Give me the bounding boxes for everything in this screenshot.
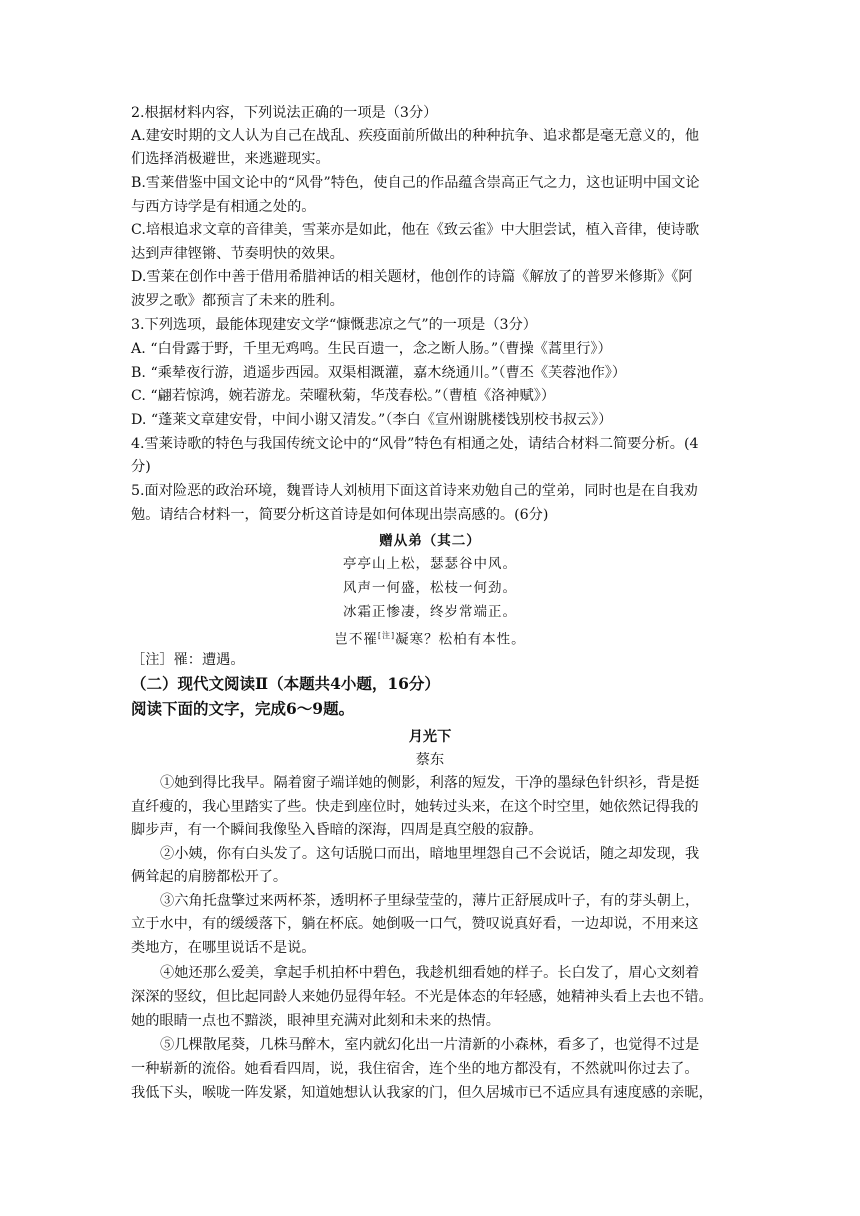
question-5-line1: 5.面对险恶的政治环境，魏晋诗人刘桢用下面这首诗来劝勉自己的堂弟，同时也是在自我劝 bbox=[131, 483, 698, 499]
paragraph-5-line1: ⑤几棵散尾葵，几株马醉木，室内就幻化出一片清新的小森林，看多了，也觉得不过是 bbox=[160, 1037, 700, 1053]
paragraph-2-line1: ②小姨，你有白头发了。这句话脱口而出，暗地里埋怨自己不会说话，随之却发现，我 bbox=[160, 846, 700, 862]
q3-option-a: A. “白骨露于野，千里无鸡鸣。生民百遗一，念之断人肠。”（曹操《蒿里行》） bbox=[131, 341, 612, 357]
paragraph-1-line2: 直纤瘦的，我心里踏实了些。快走到座位时，她转过头来，在这个时空里，她依然记得我的 bbox=[131, 799, 699, 815]
question-5-line2: 勉。请结合材料一，简要分析这首诗是如何体现出崇高感的。(6分) bbox=[131, 507, 549, 523]
paragraph-3-line3: 类地方，在哪里说话不是说。 bbox=[131, 940, 316, 956]
article-author: 蔡东 bbox=[415, 752, 445, 768]
q2-option-d-line1: D.雪莱在创作中善于借用希腊神话的相关题材，他创作的诗篇《解放了的普罗米修斯》《阿 bbox=[131, 269, 693, 285]
q2-option-d-line2: 波罗之歌》都预言了未来的胜利。 bbox=[131, 293, 344, 309]
q2-option-a-line2: 们选择消极避世，来逃避现实。 bbox=[131, 151, 330, 167]
paragraph-3-line1: ③六角托盘擎过来两杯茶，透明杯子里绿莹莹的，薄片正舒展成叶子，有的芽头朝上， bbox=[160, 893, 700, 909]
paragraph-1-line1: ①她到得比我早。隔着窗子端详她的侧影，利落的短发，干净的墨绿色针织衫，背是挺 bbox=[160, 775, 700, 791]
q2-option-a-line1: A.建安时期的文人认为自己在战乱、疾疫面前所做出的种种抗争、追求都是毫无意义的，他 bbox=[131, 128, 700, 144]
paragraph-5-line2: 一种崭新的流俗。她看看四周，说，我住宿舍，连个坐的地方都没有，不然就叫你过去了。 bbox=[131, 1061, 699, 1077]
paragraph-4-line1: ④她还那么爱美，拿起手机拍杯中碧色，我趁机细看她的样子。长白发了，眉心文刻着 bbox=[160, 965, 700, 981]
paragraph-4-line2: 深深的竖纹，但比起同龄人来她仍显得年轻。不光是体态的年轻感，她精神头看上去也不错。 bbox=[131, 989, 713, 1005]
question-2-stem: 2.根据材料内容，下列说法正确的一项是（3分） bbox=[131, 105, 438, 121]
section-heading: （二）现代文阅读Ⅱ（本题共4小题，16分） bbox=[131, 674, 440, 693]
q2-option-b-line2: 与西方诗学是有相通之处的。 bbox=[131, 199, 316, 215]
section-instruction: 阅读下面的文字，完成6～9题。 bbox=[131, 699, 355, 718]
q3-option-c: C. “翩若惊鸿，婉若游龙。荣曜秋菊，华茂春松。”（曹植《洛神赋》） bbox=[131, 388, 556, 404]
poem-title: 赠从弟（其二） bbox=[379, 533, 481, 549]
poem-line-1: 亭亭山上松，瑟瑟谷中风。 bbox=[343, 556, 517, 572]
q3-option-d: D. “蓬莱文章建安骨，中间小谢又清发。”（李白《宣州谢朓楼饯别校书叔云》） bbox=[131, 412, 613, 428]
paragraph-4-line3: 她的眼睛一点也不黯淡，眼神里充满对此刻和未来的热情。 bbox=[131, 1013, 500, 1029]
poem-line-4: 岂不罹[注]凝寒？松柏有本性。 bbox=[334, 631, 526, 648]
q3-option-b: B. “乘辇夜行游，逍遥步西园。双渠相溉灌，嘉木绕通川。”（曹丕《芙蓉池作》） bbox=[131, 365, 627, 381]
question-3-stem: 3.下列选项，最能体现建安文学“慷慨悲凉之气”的一项是（3分） bbox=[131, 317, 537, 333]
article-title: 月光下 bbox=[408, 729, 452, 745]
paragraph-1-line3: 脚步声，有一个瞬间我像坠入昏暗的深海，四周是真空般的寂静。 bbox=[131, 822, 543, 838]
q2-option-c-line2: 达到声律铿锵、节奏明快的效果。 bbox=[131, 246, 344, 262]
paragraph-5-line3: 我低下头，喉咙一阵发紧，知道她想认认我家的门，但久居城市已不适应具有速度感的亲昵， bbox=[131, 1085, 713, 1101]
q2-option-b-line1: B.雪莱借鉴中国文论中的“风骨”特色，使自己的作品蕴含崇高正气之力，这也证明中国文论 bbox=[131, 175, 700, 191]
question-4-line2: 分) bbox=[131, 459, 151, 475]
poem-line-3: 冰霜正惨凄，终岁常端正。 bbox=[343, 604, 517, 620]
poem-note: ［注］罹：遭遇。 bbox=[131, 652, 245, 668]
question-4-line1: 4.雪莱诗歌的特色与我国传统文论中的“风骨”特色有相通之处，请结合材料二简要分析。(4 bbox=[131, 436, 699, 452]
q2-option-c-line1: C.培根追求文章的音律美，雪莱亦是如此，他在《致云雀》中大胆尝试，植入音律，使诗歌 bbox=[131, 222, 700, 238]
paragraph-3-line2: 立于水中，有的缓缓落下，躺在杯底。她倒吸一口气，赞叹说真好看，一边却说，不用来这 bbox=[131, 916, 699, 932]
poem-line-2: 风声一何盛，松枝一何劲。 bbox=[343, 580, 517, 596]
paragraph-2-line2: 俩耸起的肩膀都松开了。 bbox=[131, 869, 288, 885]
